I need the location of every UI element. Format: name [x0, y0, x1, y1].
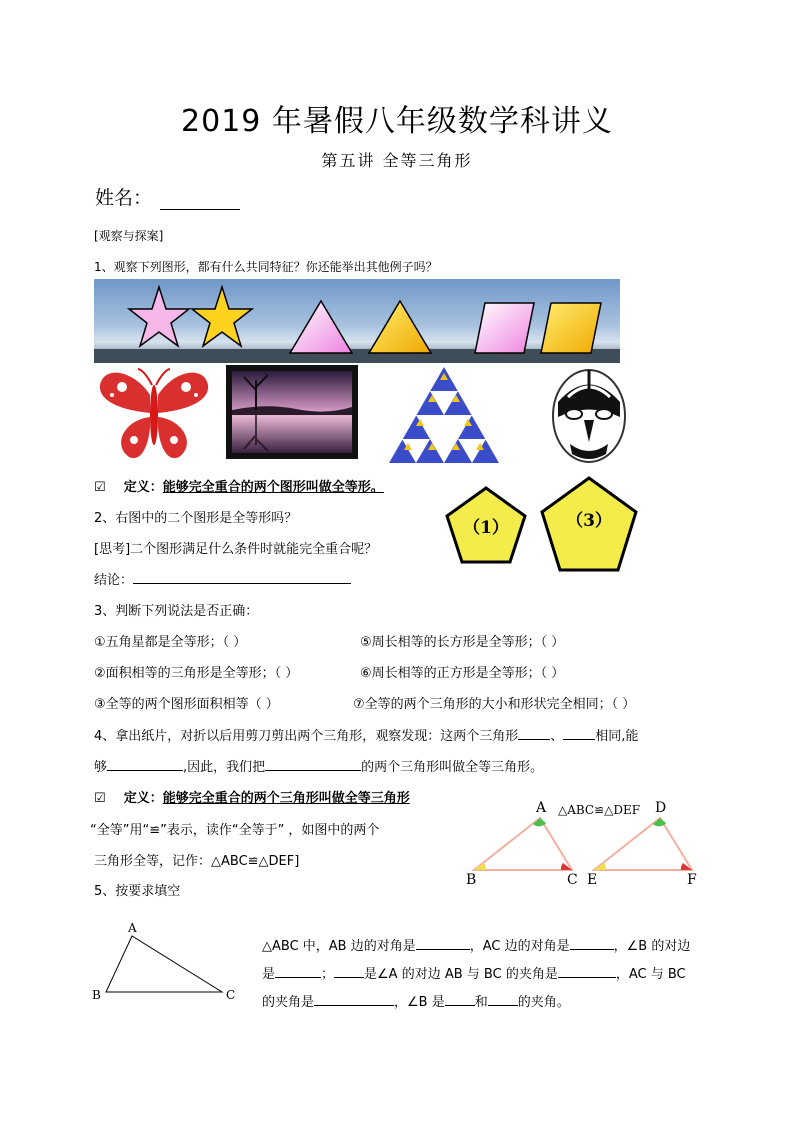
q5-blank-3[interactable] [275, 964, 321, 978]
notation-line-1: “全等”用“≌”表示，读作“全等于” ，如图中的两个 [90, 823, 380, 838]
q4-blank-4[interactable] [265, 757, 361, 771]
congruence-label: △ABC≌△DEF [558, 803, 641, 817]
question-4-line-1 [94, 725, 638, 744]
vertex-a: A [536, 800, 547, 816]
definition-1-text: 能够完全重合的两个图形叫做全等形。 [162, 480, 384, 495]
lesson-subtitle: 第五讲 全等三角形 [321, 151, 473, 170]
q5-line-1 [262, 935, 690, 954]
q5-blank-6[interactable] [314, 992, 394, 1006]
q5-text-3d: 的夹角。 [517, 995, 570, 1010]
q5-vertex-c: C [226, 988, 236, 1002]
q4-text-3: 相同,能 [595, 729, 639, 744]
triangle-def [594, 818, 692, 870]
definition-1-label: 定义： [123, 480, 163, 495]
conclusion-label: 结论： [94, 573, 134, 588]
conclusion-line [94, 569, 351, 588]
definition-1 [94, 476, 384, 495]
q4-text-1: 4、拿出纸片，对折以后用剪刀剪出两个三角形，观察发现：这两个三角形 [94, 729, 519, 744]
question-2: 2、右图中的二个图形是全等形吗？ [94, 511, 298, 526]
pentagon-1-label: （1） [463, 518, 509, 538]
opera-mask-image [548, 362, 630, 466]
question-3: 3、判断下列说法是否正确： [94, 604, 259, 619]
pentagon-3-label: （3） [566, 511, 612, 531]
vertex-b: B [466, 872, 477, 888]
judge-item-7: ⑦全等的两个三角形的大小和形状完全相同；（ ） [353, 697, 636, 712]
page-title: 2019 年暑假八年级数学科讲义 [181, 104, 613, 139]
q4-blank-1[interactable] [518, 726, 550, 740]
q4-text-5: ,因此，我们把 [183, 760, 266, 775]
question-4-line-2 [94, 756, 543, 775]
shapes-banner [94, 279, 620, 363]
q5-text-2c: 是∠A 的对边 AB 与 BC 的夹角是 [364, 967, 558, 982]
q5-blank-2[interactable] [570, 936, 614, 950]
q5-blank-8[interactable] [488, 992, 518, 1006]
think-prompt: [思考]二个图形满足什么条件时就能完全重合呢？ [94, 542, 378, 557]
q4-text-6: 的两个三角形叫做全等三角形。 [361, 760, 544, 775]
vertex-e: E [587, 872, 598, 888]
q4-text-2: 、 [550, 729, 564, 744]
conclusion-blank[interactable] [133, 570, 351, 584]
q5-line-2 [262, 963, 686, 982]
triangle-abc-outline [106, 936, 222, 992]
vertex-c: C [567, 872, 578, 888]
congruent-triangles-figure [462, 796, 702, 888]
q5-text-1b: ，AC 边的对角是 [469, 939, 570, 954]
judge-item-1: ①五角星都是全等形；（ ） [94, 635, 247, 650]
judge-item-2: ②面积相等的三角形是全等形；（ ） [94, 666, 299, 681]
check-icon: ☑ [94, 791, 106, 806]
q5-text-2a: 是 [262, 967, 276, 982]
judge-item-5: ⑤周长相等的长方形是全等形；（ ） [360, 635, 565, 650]
name-blank[interactable] [160, 191, 240, 210]
q4-blank-2[interactable] [563, 726, 595, 740]
q5-text-1a: △ABC 中，AB 边的对角是 [262, 939, 416, 954]
pentagon-figures [438, 474, 644, 578]
question-5: 5、按要求填空 [94, 884, 181, 899]
notation-line-2: 三角形全等，记作：△ABC≌△DEF] [94, 854, 300, 869]
q5-vertex-a: A [128, 921, 137, 935]
section-heading: [观察与探案] [94, 229, 164, 243]
vertex-f: F [687, 872, 697, 888]
check-icon: ☑ [94, 480, 106, 495]
definition-2-label: 定义： [123, 791, 163, 806]
triangle-abc [474, 818, 572, 870]
sierpinski-triangle-image [387, 365, 501, 465]
q5-text-1c: ，∠B 的对边 [613, 939, 691, 954]
q5-blank-7[interactable] [445, 992, 475, 1006]
q4-blank-3[interactable] [107, 757, 183, 771]
q5-text-3b: ，∠B 是 [394, 995, 445, 1010]
q5-text-2b: ； [321, 967, 335, 982]
definition-2 [94, 787, 410, 806]
paper-cut-butterfly-image [94, 365, 214, 463]
vertex-d: D [655, 800, 667, 816]
q5-blank-4[interactable] [334, 964, 364, 978]
q5-blank-5[interactable] [558, 964, 616, 978]
gold-parallelogram-shape [541, 303, 601, 353]
q5-blank-1[interactable] [416, 936, 470, 950]
question-1: 1、观察下列图形，都有什么共同特征？你还能举出其他例子吗？ [94, 260, 438, 274]
pink-parallelogram-shape [475, 303, 534, 353]
q5-text-2d: ，AC 与 BC [615, 967, 686, 982]
q5-line-3 [262, 991, 570, 1010]
lake-reflection-photo [226, 365, 358, 459]
q4-text-4: 够 [94, 760, 108, 775]
q5-text-3c: 和 [474, 995, 488, 1010]
triangle-abc-figure [88, 920, 240, 1006]
judge-item-3: ③全等的两个图形面积相等（ ） [94, 697, 279, 712]
q5-text-3a: 的夹角是 [262, 995, 315, 1010]
judge-item-6: ⑥周长相等的正方形是全等形；（ ） [360, 666, 565, 681]
definition-2-text: 能够完全重合的两个三角形叫做全等三角形 [162, 791, 410, 806]
q5-vertex-b: B [92, 988, 101, 1002]
name-label: 姓名： [95, 187, 153, 209]
name-field [95, 183, 240, 210]
